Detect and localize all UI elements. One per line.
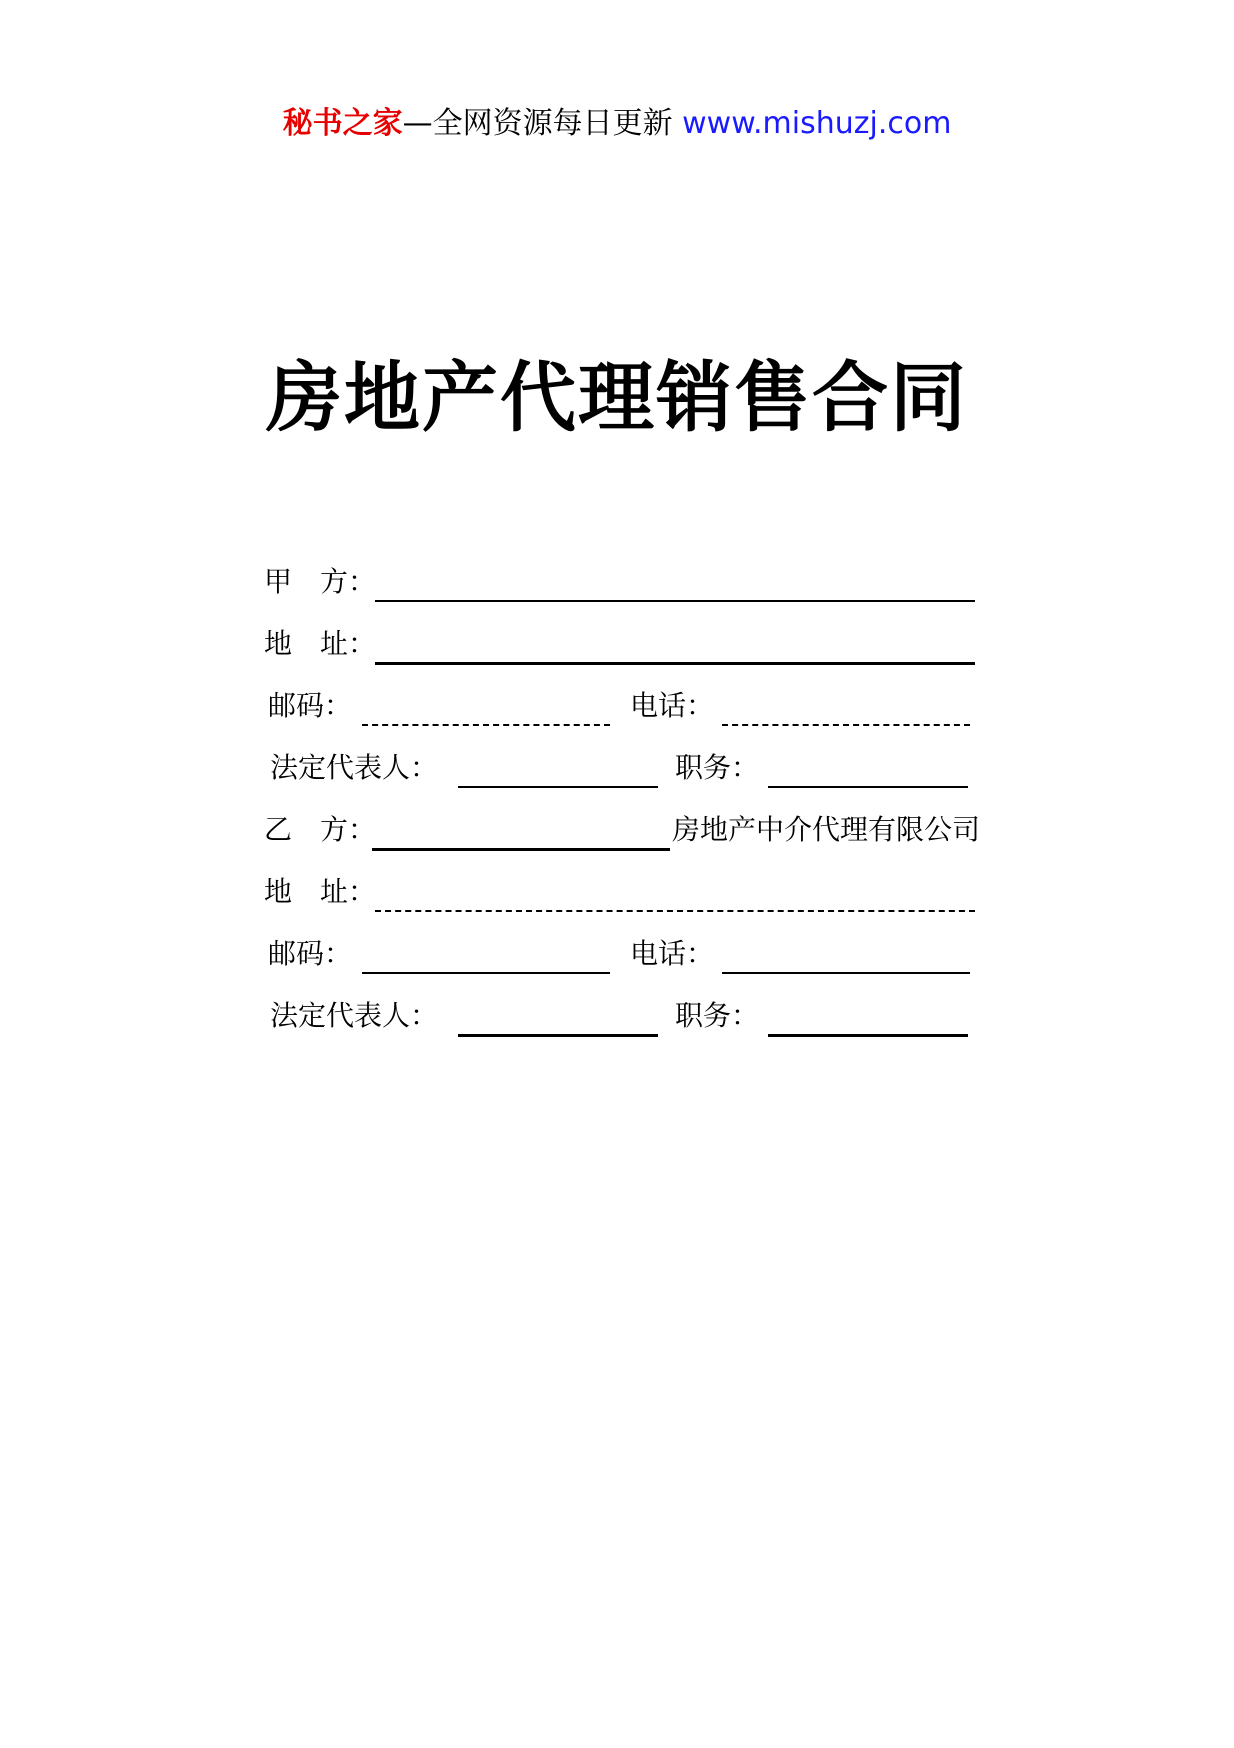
party-b-name-suffix: 房地产中介代理有限公司 — [672, 813, 981, 846]
party-b-postcode-label: 邮码： — [268, 937, 353, 970]
party-a-contact-row — [0, 686, 1234, 746]
party-a-postcode-field[interactable] — [362, 724, 610, 726]
party-a-address-field[interactable] — [375, 662, 975, 665]
party-b-postcode-field[interactable] — [362, 972, 610, 974]
brand-name: 秘书之家 — [282, 106, 403, 141]
party-b-position-label: 职务： — [675, 999, 760, 1032]
party-a-address-label: 地 址： — [264, 627, 377, 660]
watermark-header — [0, 102, 1234, 146]
party-b-address-label: 地 址： — [264, 875, 377, 908]
party-b-address-field[interactable] — [375, 910, 975, 912]
party-a-name-field[interactable] — [375, 600, 975, 602]
party-b-name-label: 乙 方： — [264, 813, 377, 846]
brand-tagline: —全网资源每日更新 — [402, 106, 673, 141]
party-b-legal-rep-label: 法定代表人： — [270, 999, 439, 1032]
party-b-legal-rep-field[interactable] — [458, 1034, 658, 1037]
party-a-phone-label: 电话： — [630, 689, 715, 722]
party-a-address-row — [0, 624, 1234, 684]
party-b-name-row — [0, 810, 1234, 870]
party-b-position-field[interactable] — [768, 1034, 968, 1037]
party-b-rep-row — [0, 996, 1234, 1056]
party-a-position-field[interactable] — [768, 786, 968, 788]
party-a-rep-row — [0, 748, 1234, 808]
party-b-address-row — [0, 872, 1234, 932]
party-a-postcode-label: 邮码： — [268, 689, 353, 722]
party-a-name-label: 甲 方： — [264, 565, 377, 598]
party-b-phone-label: 电话： — [630, 937, 715, 970]
brand-url: www.mishuzj.com — [682, 106, 952, 141]
party-a-phone-field[interactable] — [722, 724, 970, 726]
party-a-legal-rep-label: 法定代表人： — [270, 751, 439, 784]
party-b-contact-row — [0, 934, 1234, 994]
party-b-name-field[interactable] — [372, 848, 670, 851]
party-a-name-row — [0, 562, 1234, 622]
party-a-legal-rep-field[interactable] — [458, 786, 658, 788]
document-title: 房地产代理销售合同 — [266, 353, 968, 442]
party-a-position-label: 职务： — [675, 751, 760, 784]
party-b-phone-field[interactable] — [722, 972, 970, 974]
